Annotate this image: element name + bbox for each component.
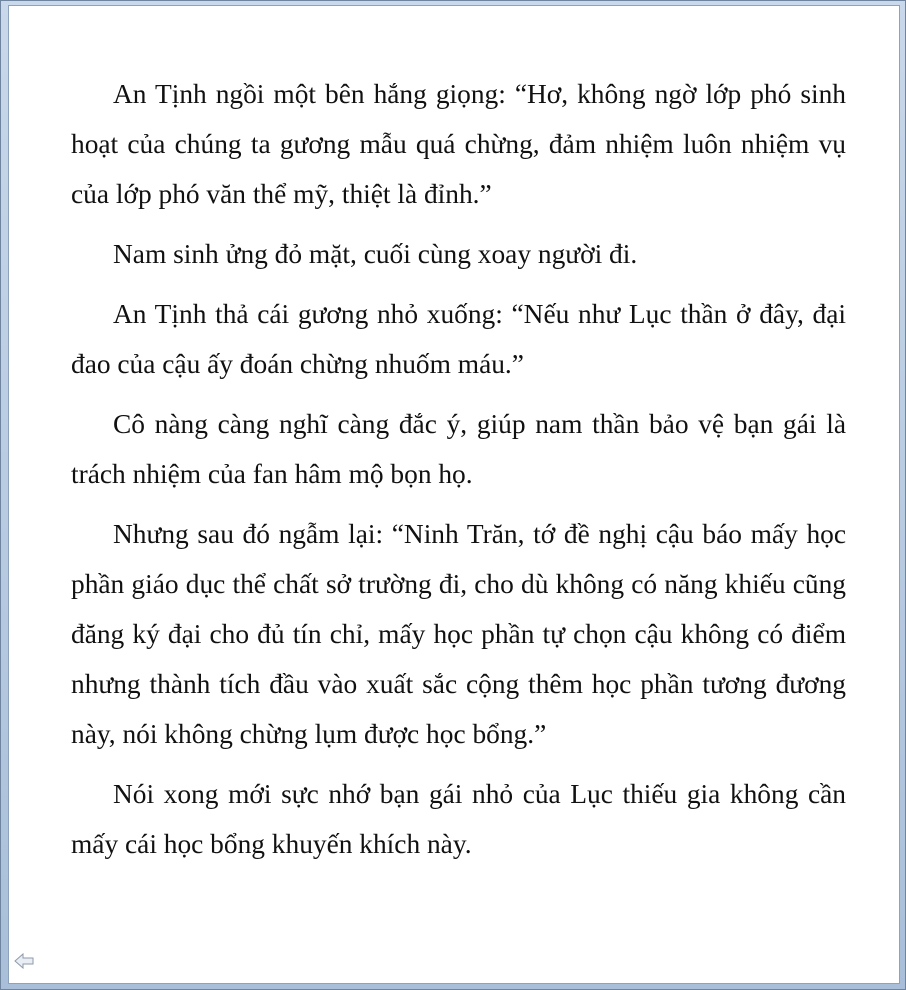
paragraph: Nam sinh ửng đỏ mặt, cuối cùng xoay người đi. [113, 239, 638, 269]
paragraph: Nhưng sau đó ngẫm lại: “Ninh Trăn, tớ đề nghị cậu báo mấy học phần giáo dục thể chất sở trường đi, cho dù không có năng khiếu cũng đăng ký đại cho đủ tín chỉ, mấy học phần tự chọn cậu không có điểm nhưng thành tích đầu vào xuất sắc cộng thêm học phần tương đương này, nói không chừng lụm được học bổng.” [71, 519, 846, 749]
paragraph: Cô nàng càng nghĩ càng đắc ý, giúp nam thần bảo vệ bạn gái là trách nhiệm của fan hâm mộ bọn họ. [71, 409, 846, 489]
document-body [71, 69, 846, 879]
back-arrow-icon[interactable] [13, 952, 35, 970]
paragraph: Nói xong mới sực nhớ bạn gái nhỏ của Lục thiếu gia không cần mấy cái học bổng khuyến khích này. [71, 779, 846, 859]
paragraph: An Tịnh ngồi một bên hắng giọng: “Hơ, không ngờ lớp phó sinh hoạt của chúng ta gương mẫu quá chừng, đảm nhiệm luôn nhiệm vụ của lớp phó văn thể mỹ, thiệt là đỉnh.” [71, 79, 846, 209]
paragraph: An Tịnh thả cái gương nhỏ xuống: “Nếu như Lục thần ở đây, đại đao của cậu ấy đoán chừng nhuốm máu.” [71, 299, 846, 379]
document-page [8, 5, 900, 984]
